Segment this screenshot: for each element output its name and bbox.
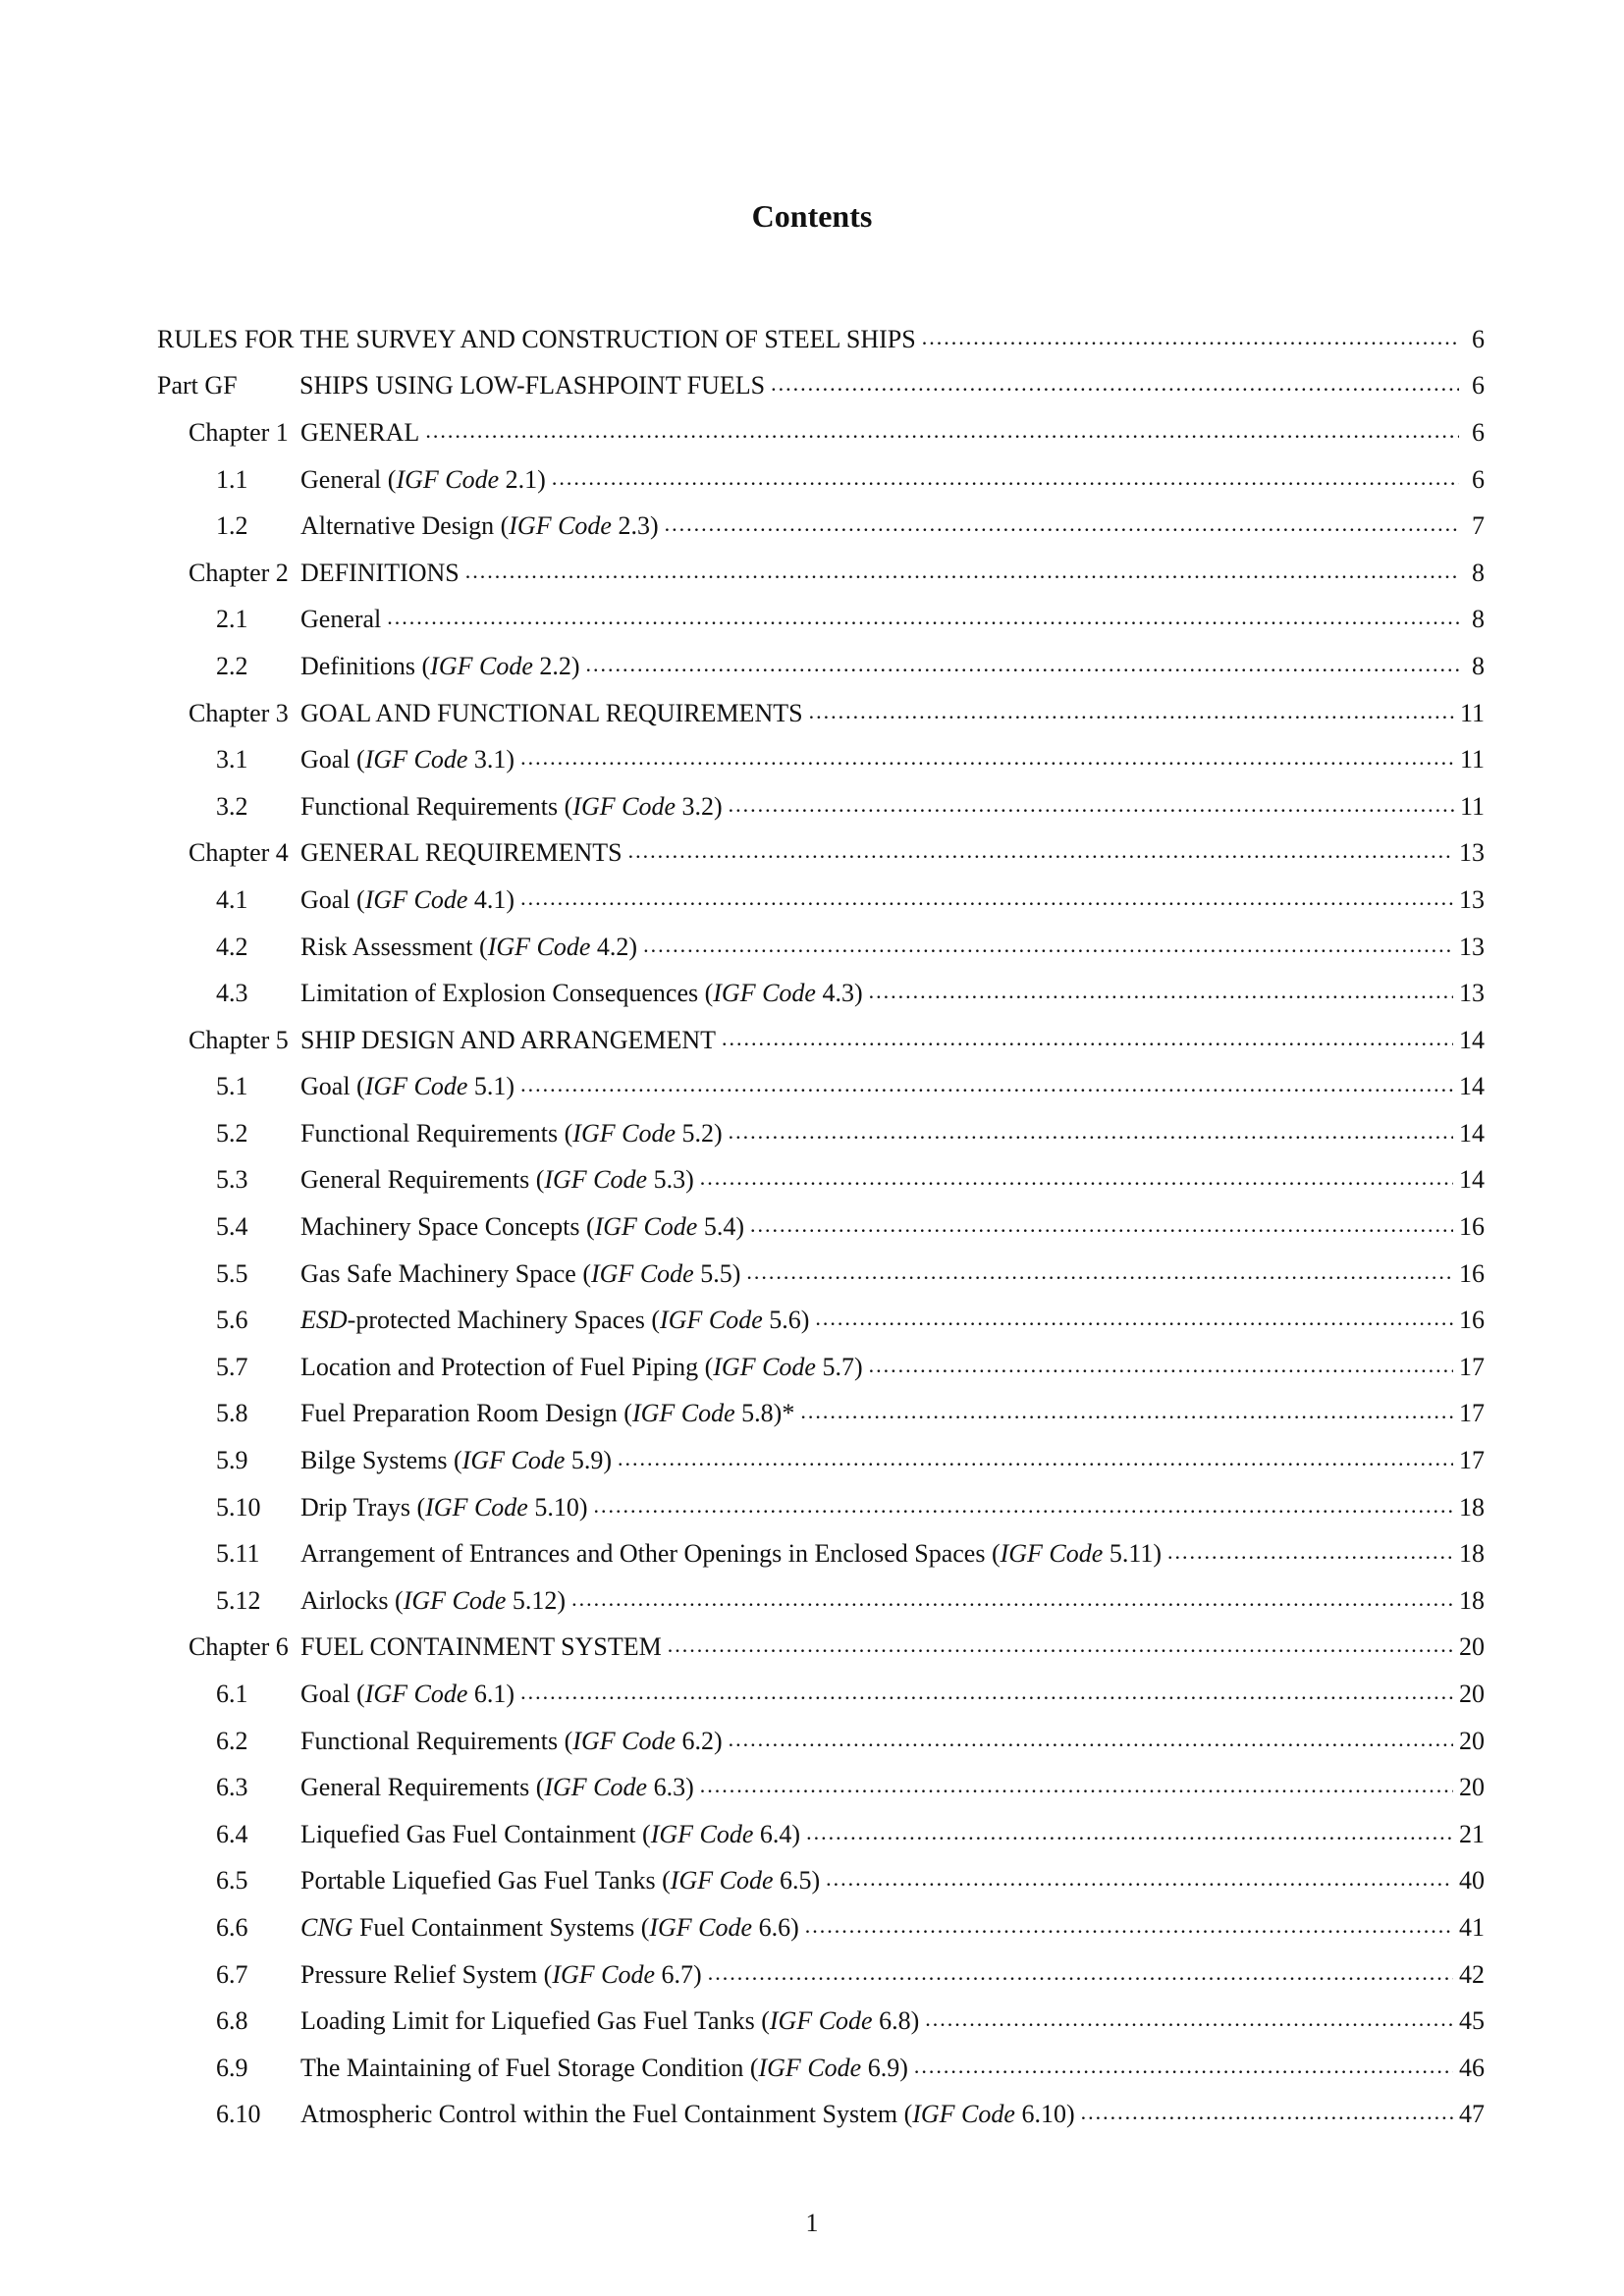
toc-entry[interactable] — [157, 409, 1485, 456]
toc-entry[interactable] — [157, 1017, 1485, 1064]
toc-entry-page: 20 — [1459, 1680, 1485, 1709]
dot-leader — [805, 1915, 1453, 1941]
toc-entry-page: 11 — [1459, 791, 1485, 821]
toc-entry-number: 5.3 — [216, 1165, 248, 1195]
dot-leader — [571, 1588, 1453, 1614]
dot-leader — [914, 2056, 1453, 2081]
toc-entry-title: Bilge Systems (IGF Code 5.9) — [300, 1446, 613, 1475]
toc-entry[interactable] — [157, 550, 1485, 597]
dot-leader — [465, 561, 1459, 586]
dot-leader — [729, 794, 1454, 820]
toc-entry-number: Chapter 3 — [189, 698, 289, 727]
dot-leader — [750, 1214, 1453, 1240]
toc-entry-number: 6.5 — [216, 1866, 248, 1896]
toc-entry-page: 46 — [1459, 2053, 1485, 2082]
page-number: 1 — [805, 2209, 819, 2237]
toc-entry[interactable] — [157, 456, 1485, 504]
toc-entry-title: Goal (IGF Code 5.1) — [300, 1072, 515, 1101]
toc-entry-number: 5.9 — [216, 1446, 248, 1475]
toc-entry-page: 6 — [1472, 464, 1485, 494]
toc-entry[interactable] — [157, 2092, 1485, 2139]
toc-entry-title: Risk Assessment (IGF Code 4.2) — [300, 932, 638, 961]
toc-entry-title: Goal (IGF Code 4.1) — [300, 884, 515, 914]
toc-entry-page: 16 — [1459, 1212, 1485, 1242]
toc-entry-number: Chapter 2 — [189, 558, 289, 587]
toc-entry-title: The Maintaining of Fuel Storage Condition (IGF Code 6.9) — [300, 2053, 908, 2082]
dot-leader — [665, 513, 1459, 539]
dot-leader — [708, 1962, 1453, 1988]
dot-leader — [520, 1682, 1453, 1707]
toc-entry[interactable] — [157, 1764, 1485, 1811]
toc-entry-number: 2.2 — [216, 651, 248, 680]
toc-entry[interactable] — [157, 1858, 1485, 1905]
toc-entry[interactable] — [157, 1577, 1485, 1625]
toc-entry[interactable] — [157, 1904, 1485, 1951]
toc-entry-title: Goal (IGF Code 6.1) — [300, 1680, 515, 1709]
toc-entry[interactable] — [157, 970, 1485, 1017]
toc-entry-number: 5.7 — [216, 1352, 248, 1381]
toc-entry-number: 1.1 — [216, 464, 248, 494]
toc-entry-page: 40 — [1459, 1866, 1485, 1896]
toc-entry-title: Fuel Preparation Room Design (IGF Code 5.8)* — [300, 1399, 795, 1428]
toc-entry-page: 8 — [1472, 605, 1485, 634]
toc-entry-page: 45 — [1459, 2006, 1485, 2036]
dot-leader — [387, 607, 1459, 632]
dot-leader — [815, 1308, 1453, 1333]
dot-leader — [586, 654, 1459, 679]
toc-entry-number: 2.1 — [216, 605, 248, 634]
dot-leader — [800, 1401, 1453, 1426]
dot-leader — [700, 1775, 1453, 1800]
toc-entry[interactable] — [157, 783, 1485, 830]
dot-leader — [1081, 2102, 1453, 2127]
toc-entry-number: 3.1 — [216, 745, 248, 774]
toc-entry-title: Machinery Space Concepts (IGF Code 5.4) — [300, 1212, 744, 1242]
toc-entry-number: 6.10 — [216, 2100, 261, 2129]
toc-entry[interactable] — [157, 1484, 1485, 1531]
toc-entry[interactable] — [157, 1251, 1485, 1298]
toc-entry-title: Atmospheric Control within the Fuel Containment System (IGF Code 6.10) — [300, 2100, 1075, 2129]
dot-leader — [826, 1868, 1453, 1894]
dot-leader — [520, 747, 1454, 773]
toc-entry-page: 16 — [1459, 1306, 1485, 1335]
toc-entry[interactable] — [157, 924, 1485, 971]
toc-entry[interactable] — [157, 1998, 1485, 2045]
toc-entry-number: Chapter 6 — [189, 1632, 289, 1662]
dot-leader — [594, 1495, 1453, 1521]
toc-entry[interactable] — [157, 643, 1485, 690]
dot-leader — [552, 467, 1459, 493]
toc-entry-title: RULES FOR THE SURVEY AND CONSTRUCTION OF STEEL SHIPS — [157, 324, 916, 353]
toc-entry-number: 5.4 — [216, 1212, 248, 1242]
toc-entry[interactable] — [157, 1110, 1485, 1157]
toc-entry-page: 18 — [1459, 1539, 1485, 1569]
toc-entry-title: SHIPS USING LOW-FLASHPOINT FUELS — [299, 371, 766, 400]
toc-entry[interactable] — [157, 316, 1485, 363]
toc-entry[interactable] — [157, 1530, 1485, 1577]
toc-entry-page: 17 — [1459, 1446, 1485, 1475]
toc-entry-number: 6.3 — [216, 1773, 248, 1802]
toc-entry-number: Part GF — [157, 371, 238, 400]
toc-entry[interactable] — [157, 1157, 1485, 1204]
toc-entry[interactable] — [157, 1391, 1485, 1438]
dot-leader — [869, 1355, 1453, 1380]
toc-entry-page: 16 — [1459, 1258, 1485, 1288]
dot-leader — [729, 1729, 1453, 1754]
toc-entry-page: 14 — [1459, 1025, 1485, 1054]
toc-entry-page: 42 — [1459, 1959, 1485, 1989]
toc-entry-number: 6.7 — [216, 1959, 248, 1989]
toc-entry-number: 6.8 — [216, 2006, 248, 2036]
toc-entry-page: 13 — [1459, 838, 1485, 868]
dot-leader — [520, 887, 1453, 913]
dot-leader — [729, 1121, 1453, 1147]
toc-entry-page: 6 — [1472, 417, 1485, 447]
toc-entry-title: General (IGF Code 2.1) — [300, 464, 546, 494]
toc-entry[interactable] — [157, 690, 1485, 737]
dot-leader — [425, 420, 1459, 446]
toc-entry-page: 11 — [1459, 745, 1485, 774]
toc-entry-page: 17 — [1459, 1399, 1485, 1428]
toc-entry-title: General — [300, 605, 382, 634]
dot-leader — [771, 373, 1459, 399]
toc-entry-page: 8 — [1472, 651, 1485, 680]
toc-entry-page: 20 — [1459, 1632, 1485, 1662]
toc-entry-page: 6 — [1472, 371, 1485, 400]
toc-entry-number: 5.8 — [216, 1399, 248, 1428]
toc-entry-page: 21 — [1459, 1819, 1485, 1848]
toc-entry-page: 18 — [1459, 1585, 1485, 1615]
toc-entry-page: 13 — [1459, 932, 1485, 961]
toc-entry-title: Location and Protection of Fuel Piping (IGF Code 5.7) — [300, 1352, 863, 1381]
toc-entry[interactable] — [157, 1203, 1485, 1251]
toc-entry[interactable] — [157, 1437, 1485, 1484]
toc-entry-number: 4.1 — [216, 884, 248, 914]
dot-leader — [1167, 1541, 1453, 1567]
toc-entry-number: 6.9 — [216, 2053, 248, 2082]
toc-entry-page: 20 — [1459, 1726, 1485, 1755]
toc-entry-page: 8 — [1472, 558, 1485, 587]
dot-leader — [643, 934, 1453, 960]
toc-entry-page: 7 — [1472, 511, 1485, 541]
toc-entry-title: GOAL AND FUNCTIONAL REQUIREMENTS — [300, 698, 803, 727]
toc-entry-number: 5.5 — [216, 1258, 248, 1288]
toc-entry-number: 6.2 — [216, 1726, 248, 1755]
toc-entry[interactable] — [157, 597, 1485, 644]
toc-entry-page: 41 — [1459, 1912, 1485, 1942]
toc-entry[interactable] — [157, 1718, 1485, 1765]
toc-entry[interactable] — [157, 830, 1485, 878]
toc-entry-title: General Requirements (IGF Code 5.3) — [300, 1165, 694, 1195]
toc-entry-title: Drip Trays (IGF Code 5.10) — [300, 1492, 588, 1522]
toc-entry-title: General Requirements (IGF Code 6.3) — [300, 1773, 694, 1802]
toc-entry-title: Liquefied Gas Fuel Containment (IGF Code 6.4) — [300, 1819, 801, 1848]
toc-entry-number: 6.4 — [216, 1819, 248, 1848]
toc-entry-page: 13 — [1459, 979, 1485, 1008]
toc-entry-number: Chapter 5 — [189, 1025, 289, 1054]
toc-entry-number: Chapter 1 — [189, 417, 289, 447]
toc-entry-number: 5.12 — [216, 1585, 261, 1615]
toc-entry-title: DEFINITIONS — [300, 558, 460, 587]
toc-entry-title: Gas Safe Machinery Space (IGF Code 5.5) — [300, 1258, 741, 1288]
dot-leader — [628, 840, 1453, 866]
toc-entry-number: 4.3 — [216, 979, 248, 1008]
toc-entry-page: 18 — [1459, 1492, 1485, 1522]
dot-leader — [925, 2008, 1453, 2034]
toc-entry[interactable] — [157, 1671, 1485, 1718]
toc-entry-title: FUEL CONTAINMENT SYSTEM — [300, 1632, 662, 1662]
dot-leader — [520, 1074, 1453, 1099]
toc-entry-title: Functional Requirements (IGF Code 3.2) — [300, 791, 723, 821]
toc-entry-page: 14 — [1459, 1165, 1485, 1195]
toc-entry-title: Pressure Relief System (IGF Code 6.7) — [300, 1959, 702, 1989]
toc-entry-title: Functional Requirements (IGF Code 5.2) — [300, 1118, 723, 1148]
toc-entry[interactable] — [157, 503, 1485, 550]
toc-entry-title: GENERAL — [300, 417, 420, 447]
toc-entry-number: 6.6 — [216, 1912, 248, 1942]
toc-entry-title: Limitation of Explosion Consequences (IGF Code 4.3) — [300, 979, 863, 1008]
toc-entry-number: 5.10 — [216, 1492, 261, 1522]
toc-entry-number: 5.1 — [216, 1072, 248, 1101]
toc-entry-title: Loading Limit for Liquefied Gas Fuel Tanks (IGF Code 6.8) — [300, 2006, 920, 2036]
toc-entry-number: 5.6 — [216, 1306, 248, 1335]
toc-entry-number: 4.2 — [216, 932, 248, 961]
toc-entry[interactable] — [157, 1951, 1485, 1999]
toc-entry-title: ESD-protected Machinery Spaces (IGF Code 5.6) — [300, 1306, 810, 1335]
toc-entry-page: 47 — [1459, 2100, 1485, 2129]
toc-entry-number: 5.11 — [216, 1539, 260, 1569]
toc-entry-number: 3.2 — [216, 791, 248, 821]
dot-leader — [722, 1028, 1453, 1053]
toc-entry-title: Alternative Design (IGF Code 2.3) — [300, 511, 659, 541]
toc-entry-number: 6.1 — [216, 1680, 248, 1709]
toc-entry-page: 17 — [1459, 1352, 1485, 1381]
toc-entry-title: Functional Requirements (IGF Code 6.2) — [300, 1726, 723, 1755]
toc-entry-page: 6 — [1472, 324, 1485, 353]
toc-entry[interactable] — [157, 1064, 1485, 1111]
toc-entry-title: CNG Fuel Containment Systems (IGF Code 6.6) — [300, 1912, 799, 1942]
toc-entry-title: Goal (IGF Code 3.1) — [300, 745, 515, 774]
toc-entry-page: 13 — [1459, 884, 1485, 914]
dot-leader — [668, 1634, 1453, 1660]
toc-entry-title: Portable Liquefied Gas Fuel Tanks (IGF Code 6.5) — [300, 1866, 821, 1896]
toc-entry[interactable] — [157, 1811, 1485, 1858]
toc-entry-title: Arrangement of Entrances and Other Openings in Enclosed Spaces (IGF Code 5.11) — [300, 1539, 1163, 1569]
toc-entry[interactable] — [157, 2045, 1485, 2092]
dot-leader — [869, 981, 1453, 1006]
dot-leader — [809, 701, 1454, 726]
toc-entry[interactable] — [157, 363, 1485, 410]
toc-entry[interactable] — [157, 1625, 1485, 1672]
toc-entry[interactable] — [157, 1297, 1485, 1344]
dot-leader — [746, 1261, 1453, 1287]
toc-entry-title: Definitions (IGF Code 2.2) — [300, 651, 580, 680]
toc-entry[interactable] — [157, 1344, 1485, 1391]
toc-entry-number: 1.2 — [216, 511, 248, 541]
toc-entry-page: 11 — [1459, 698, 1485, 727]
page-title: Contents — [751, 198, 873, 234]
toc-entry-number: 5.2 — [216, 1118, 248, 1148]
toc-entry-page: 14 — [1459, 1072, 1485, 1101]
table-of-contents — [157, 316, 1485, 2138]
toc-entry-title: SHIP DESIGN AND ARRANGEMENT — [300, 1025, 717, 1054]
toc-entry-page: 20 — [1459, 1773, 1485, 1802]
toc-entry-number: Chapter 4 — [189, 838, 289, 868]
toc-entry-title: GENERAL REQUIREMENTS — [300, 838, 623, 868]
toc-entry[interactable] — [157, 877, 1485, 924]
dot-leader — [618, 1448, 1453, 1473]
dot-leader — [922, 327, 1459, 352]
toc-entry[interactable] — [157, 736, 1485, 783]
toc-entry-page: 14 — [1459, 1118, 1485, 1148]
toc-entry-title: Airlocks (IGF Code 5.12) — [300, 1585, 567, 1615]
dot-leader — [700, 1167, 1453, 1193]
dot-leader — [806, 1822, 1453, 1847]
